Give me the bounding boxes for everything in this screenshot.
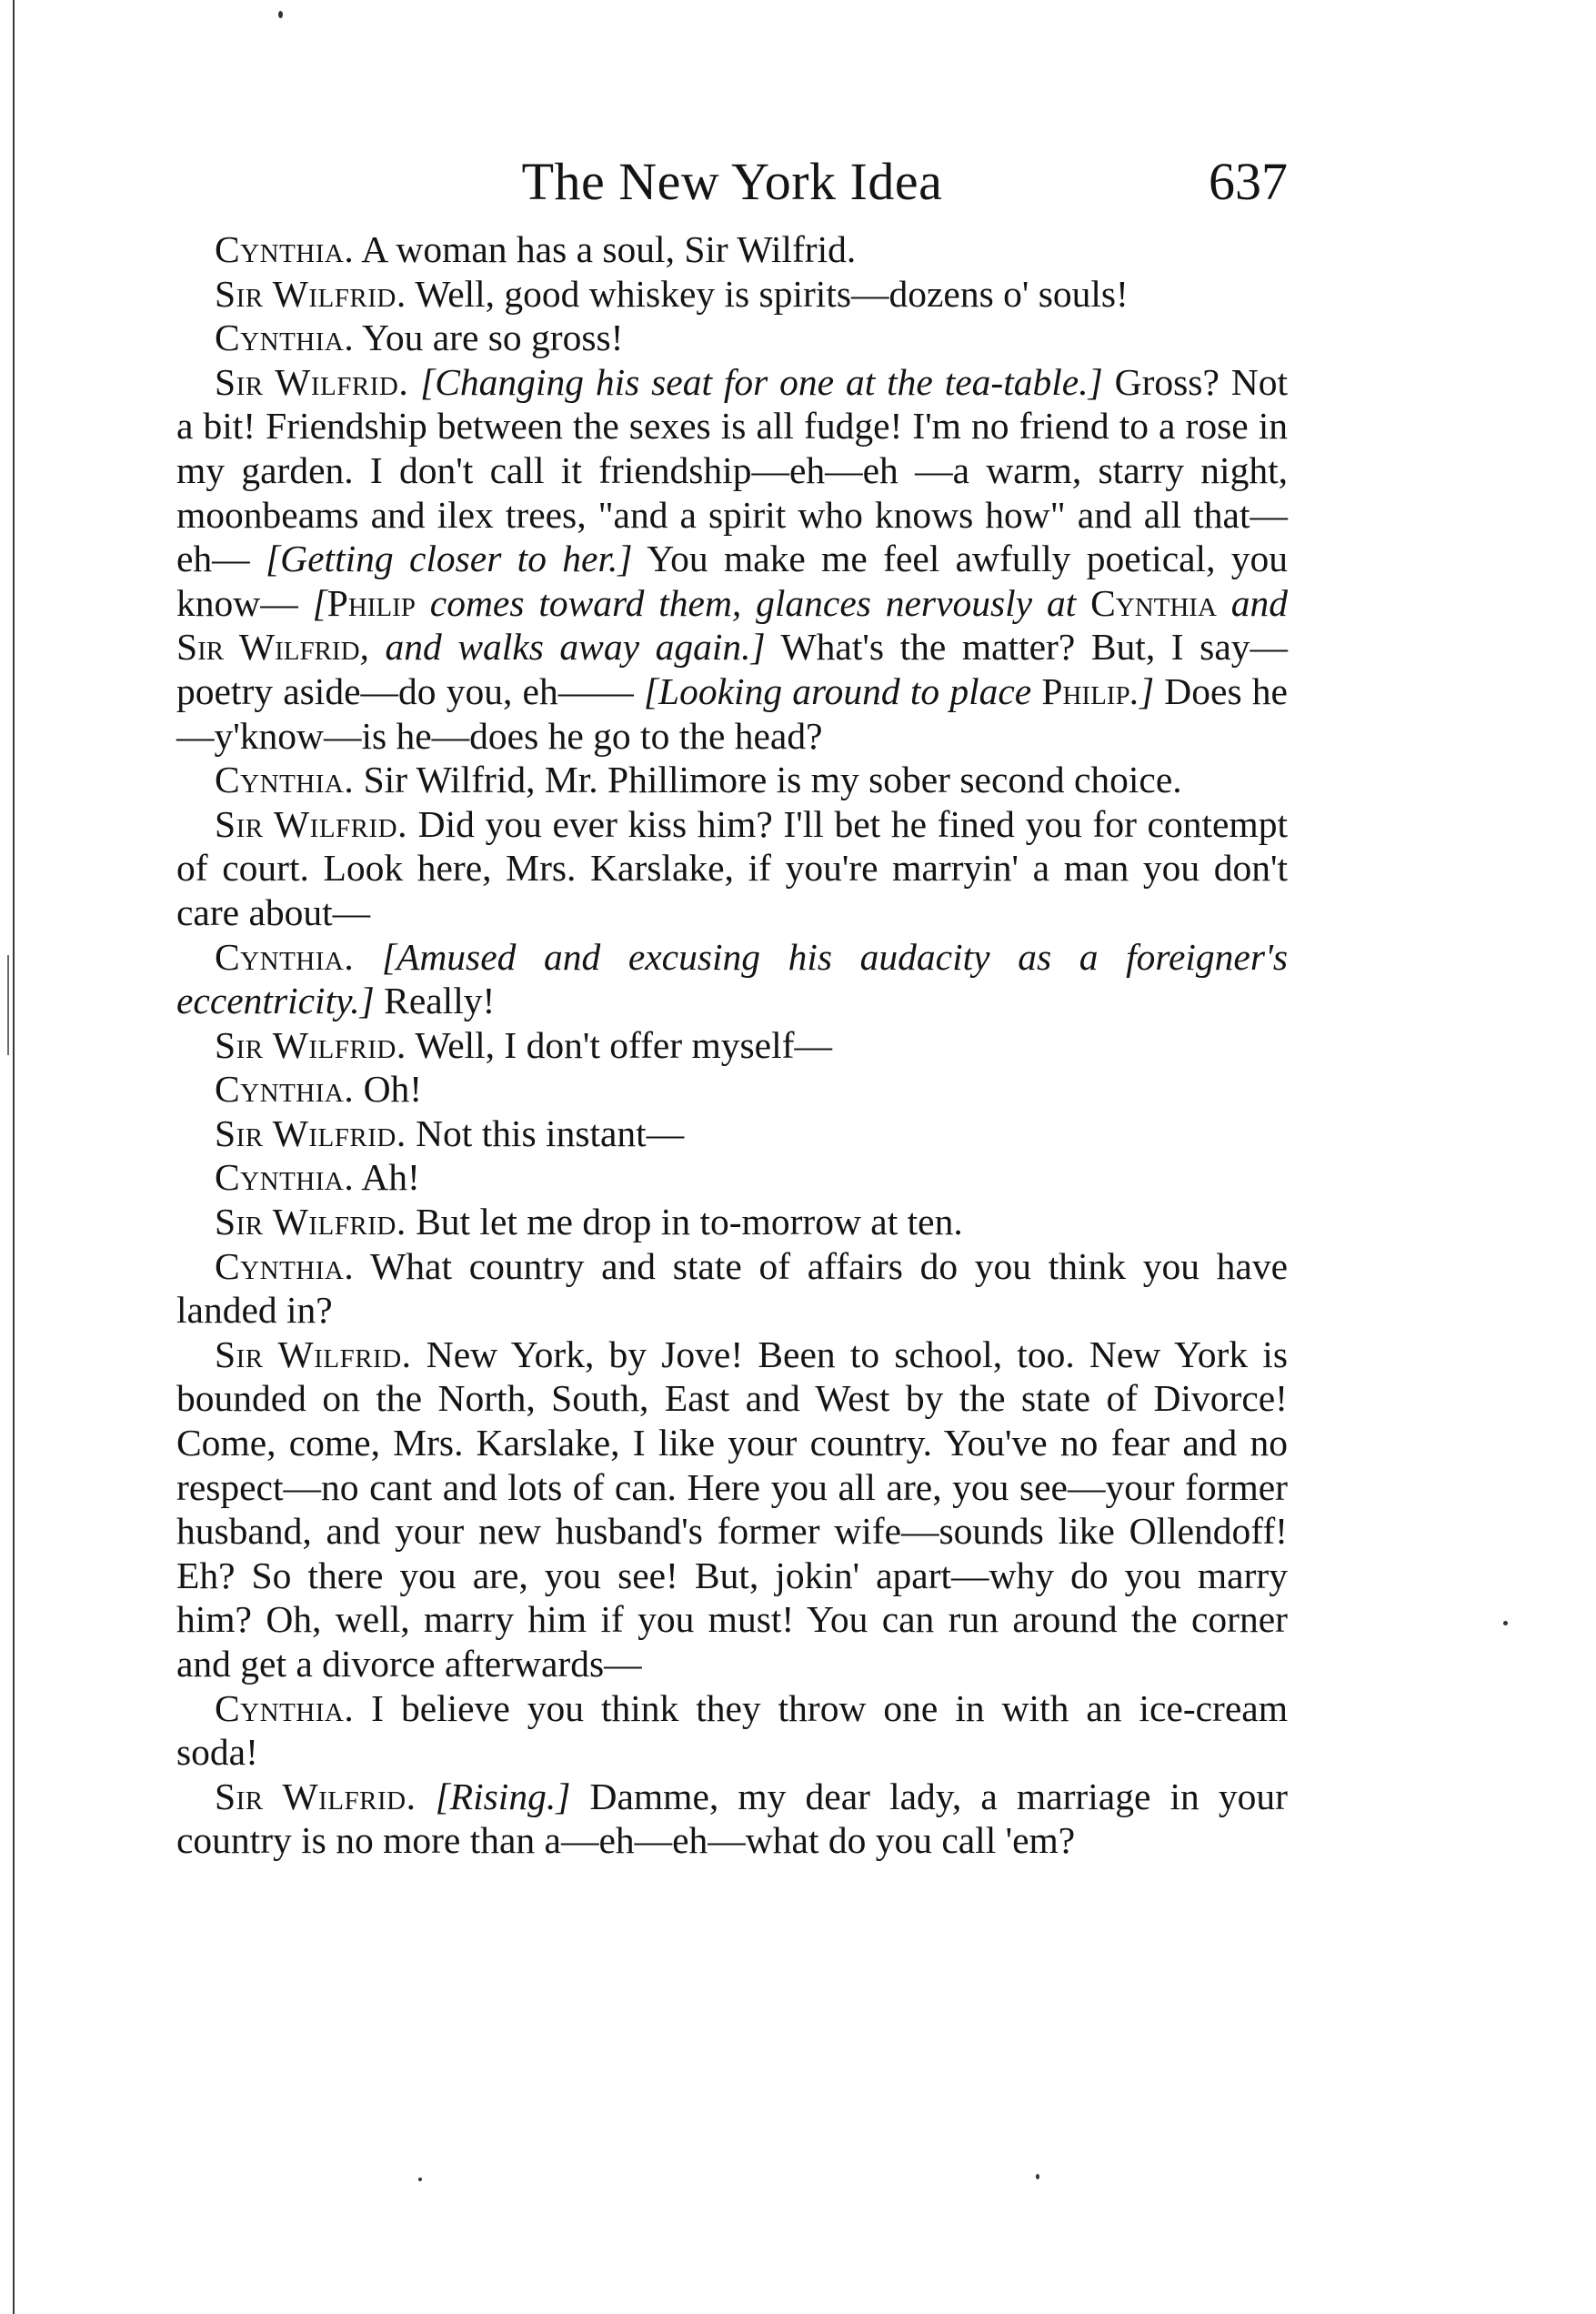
speaker-name: Sir Wilfrid.	[215, 1775, 417, 1817]
speech-text: New York, by Jove! Been to school, too. New York is bounded on the North, South, East and West by the state of Divorce! Come, come, Mrs. Karslake, I like your country. You've no fear and no respect—no cant and lots of can. Here you all are, you see—your former husband, and your new husband's former wife—sounds like Ollendoff! Eh? So there you are, you see! But, jokin' apart—why do you marry him? Oh, well, marry him if you must! You can run around the corner and get a divorce afterwards—	[176, 1333, 1288, 1685]
speaker-name: Cynthia.	[215, 1068, 355, 1111]
speech-text: You make me feel awfully poetical, you know—	[176, 538, 1289, 624]
book-page	[176, 146, 1288, 1863]
speaker-name: Sir Wilfrid.	[215, 1333, 412, 1375]
page-title: The New York Idea	[521, 152, 943, 211]
stage-direction: and	[1216, 581, 1289, 624]
speech-text: Did you ever kiss him? I'll bet he fined you for contempt of court. Look here, Mrs. Karslake, if you're marryin' a man you don't care about—	[176, 802, 1288, 933]
speaker-name: Cynthia.	[215, 1686, 355, 1729]
speech-text: A woman has a soul, Sir Wilfrid.	[361, 228, 857, 270]
speech-paragraph	[176, 1023, 1288, 1068]
stage-direction: [	[312, 581, 327, 624]
ink-speck	[418, 2178, 422, 2181]
speech-paragraph	[176, 1775, 1288, 1863]
stage-direction: .]	[1129, 669, 1155, 712]
speaker-name: Cynthia.	[215, 1156, 355, 1199]
speech-text: What's the matter? But, I say—poetry aside—do you, eh——	[176, 626, 1288, 712]
stage-direction: , and walks away again.]	[359, 626, 766, 669]
running-header	[176, 146, 1288, 227]
speech-paragraph	[176, 1244, 1288, 1333]
stage-direction: [Amused and excusing his audacity as a foreigner's eccentricity.]	[176, 935, 1289, 1022]
speaker-name: Cynthia.	[215, 317, 355, 359]
stage-direction: [Getting closer to her.]	[266, 538, 633, 580]
ink-speck	[1036, 2174, 1039, 2179]
speech-paragraph	[176, 1112, 1288, 1156]
speech-paragraph	[176, 1686, 1288, 1775]
dialogue-body	[176, 227, 1288, 1863]
speech-text: Damme, my dear lady, a marriage in your country is no more than a—eh—eh—what do you call 'em?	[176, 1775, 1289, 1862]
stage-direction: comes toward them, glances nervously at	[415, 581, 1091, 624]
character-name: Philip	[326, 581, 416, 624]
speech-paragraph	[176, 802, 1288, 935]
speech-text: I believe you think they throw one in with an ice-cream soda!	[176, 1686, 1288, 1774]
speech-text: Well, good whiskey is spirits—dozens o' souls!	[415, 272, 1129, 315]
stage-direction: [Changing his seat for one at the tea-table.]	[420, 360, 1103, 403]
speaker-name: Sir Wilfrid.	[215, 272, 407, 315]
character-name: Philip	[1041, 669, 1130, 712]
speaker-name: Cynthia.	[215, 759, 355, 801]
speech-paragraph	[176, 227, 1288, 272]
character-name: Cynthia	[1090, 581, 1217, 624]
speech-text: Well, I don't offer myself—	[415, 1023, 832, 1066]
speech-paragraph	[176, 758, 1288, 802]
speaker-name: Cynthia.	[215, 228, 355, 270]
speech-text: Sir Wilfrid, Mr. Phillimore is my sober second choice.	[363, 759, 1182, 801]
speech-text: Gross? Not a bit! Friendship between the sexes is all fudge! I'm no friend to a rose in my garden. I don't call it friendship—eh—eh —a warm, starry night, moonbeams and ilex trees, "and a spirit who knows how" and all that—eh—	[176, 360, 1288, 580]
speech-paragraph	[176, 1200, 1288, 1244]
speech-text: Ah!	[361, 1156, 420, 1199]
speaker-name: Cynthia.	[215, 1244, 355, 1287]
ink-speck	[278, 11, 283, 18]
page-gutter-edge	[13, 0, 15, 2314]
speech-paragraph	[176, 272, 1288, 317]
speech-text: Oh!	[363, 1068, 423, 1111]
speech-text: Does he—y'know—is he—does he go to the head?	[176, 669, 1288, 757]
speech-text: What country and state of affairs do you think you have landed in?	[176, 1244, 1288, 1332]
character-name: Sir Wilfrid	[176, 626, 360, 669]
stage-direction: [Looking around to place	[643, 669, 1042, 712]
page-gutter-shadow	[7, 955, 9, 1055]
ink-speck	[1503, 1621, 1508, 1625]
speaker-name: Sir Wilfrid.	[215, 802, 407, 845]
speech-text: Really!	[374, 980, 496, 1022]
speech-paragraph	[176, 1155, 1288, 1200]
speech-paragraph	[176, 360, 1288, 758]
speaker-name: Sir Wilfrid.	[215, 360, 409, 403]
speech-text: You are so gross!	[362, 317, 624, 359]
speech-paragraph	[176, 1067, 1288, 1112]
speaker-name: Sir Wilfrid.	[215, 1201, 407, 1243]
speech-text: But let me drop in to-morrow at ten.	[416, 1201, 963, 1243]
speaker-name: Sir Wilfrid.	[215, 1023, 407, 1066]
speech-paragraph	[176, 935, 1288, 1023]
speaker-name: Sir Wilfrid.	[215, 1112, 407, 1154]
speaker-name: Cynthia.	[215, 935, 355, 978]
speech-text: Not this instant—	[416, 1112, 685, 1154]
page-number: 637	[1209, 152, 1288, 211]
speech-paragraph	[176, 316, 1288, 360]
speech-paragraph	[176, 1333, 1288, 1686]
stage-direction: [Rising.]	[435, 1775, 571, 1817]
